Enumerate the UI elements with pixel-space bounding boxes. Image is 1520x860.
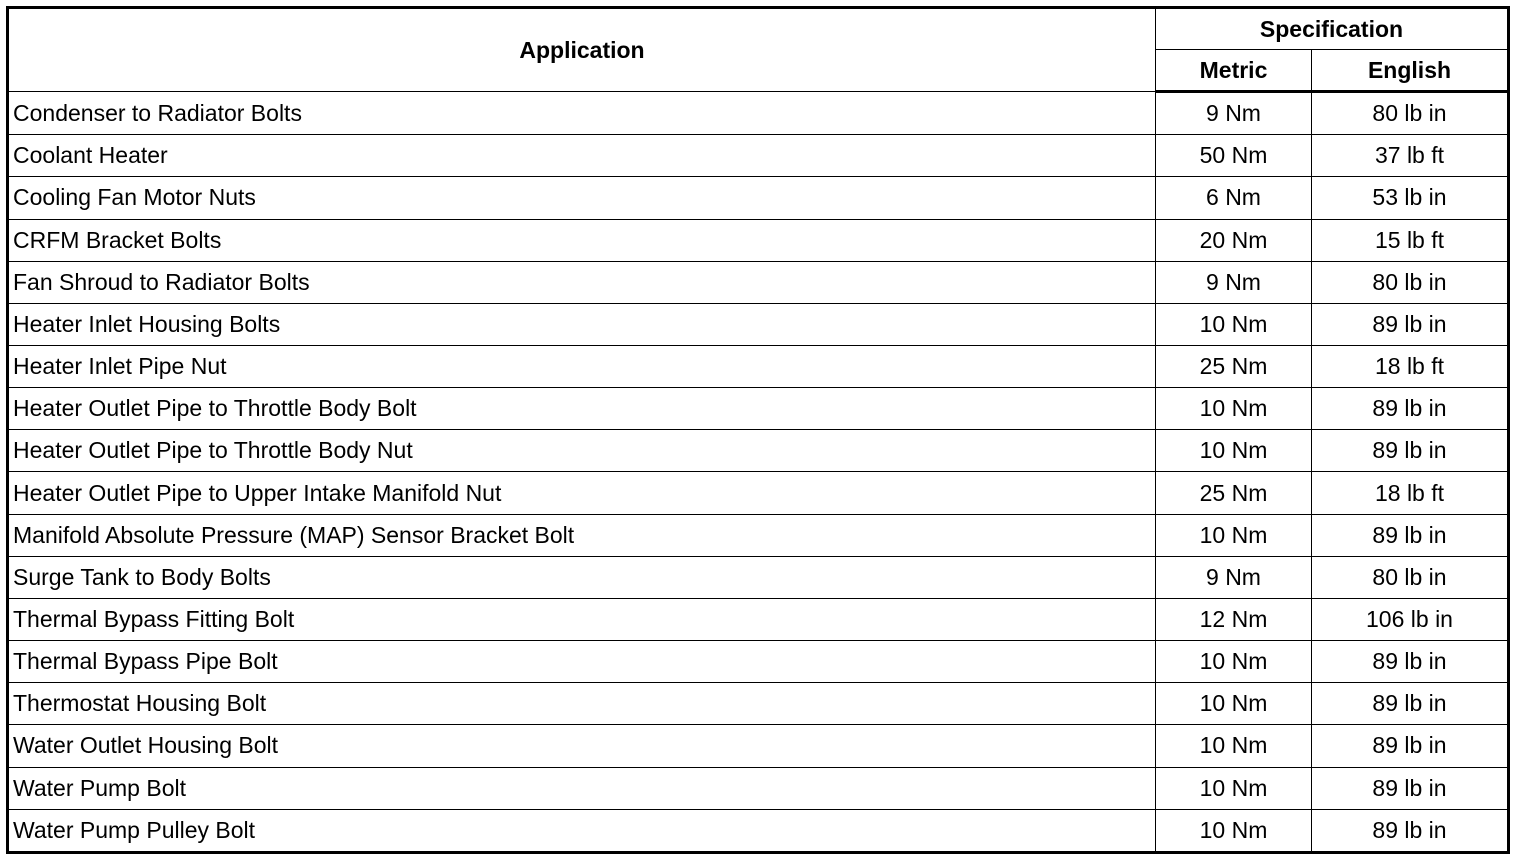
- english-cell: 89 lb in: [1312, 725, 1509, 767]
- english-cell: 89 lb in: [1312, 430, 1509, 472]
- english-cell: 106 lb in: [1312, 598, 1509, 640]
- metric-cell: 20 Nm: [1156, 219, 1312, 261]
- application-cell: Water Pump Bolt: [8, 767, 1156, 809]
- english-cell: 89 lb in: [1312, 809, 1509, 852]
- table-row: [8, 556, 1509, 598]
- application-cell: Heater Outlet Pipe to Upper Intake Manifold Nut: [8, 472, 1156, 514]
- metric-cell: 10 Nm: [1156, 683, 1312, 725]
- english-cell: 80 lb in: [1312, 92, 1509, 135]
- english-cell: 89 lb in: [1312, 641, 1509, 683]
- english-cell: 89 lb in: [1312, 514, 1509, 556]
- application-cell: Manifold Absolute Pressure (MAP) Sensor Bracket Bolt: [8, 514, 1156, 556]
- table-row: [8, 92, 1509, 135]
- table-row: [8, 177, 1509, 219]
- metric-cell: 10 Nm: [1156, 641, 1312, 683]
- metric-cell: 9 Nm: [1156, 92, 1312, 135]
- fastener-specification-table: [6, 6, 1510, 854]
- metric-column-header: Metric: [1156, 50, 1312, 92]
- table-row: [8, 345, 1509, 387]
- english-cell: 80 lb in: [1312, 261, 1509, 303]
- table-row: [8, 219, 1509, 261]
- application-column-header: Application: [8, 8, 1156, 92]
- table-body: [8, 92, 1509, 853]
- application-cell: Cooling Fan Motor Nuts: [8, 177, 1156, 219]
- english-cell: 37 lb ft: [1312, 135, 1509, 177]
- metric-cell: 50 Nm: [1156, 135, 1312, 177]
- table-header: [8, 8, 1509, 92]
- english-cell: 18 lb ft: [1312, 472, 1509, 514]
- application-cell: Thermal Bypass Pipe Bolt: [8, 641, 1156, 683]
- metric-cell: 9 Nm: [1156, 261, 1312, 303]
- table-row: [8, 725, 1509, 767]
- table-row: [8, 261, 1509, 303]
- english-cell: 53 lb in: [1312, 177, 1509, 219]
- application-cell: Heater Outlet Pipe to Throttle Body Nut: [8, 430, 1156, 472]
- header-row-top: [8, 8, 1509, 50]
- application-cell: Heater Inlet Pipe Nut: [8, 345, 1156, 387]
- metric-cell: 10 Nm: [1156, 767, 1312, 809]
- metric-cell: 10 Nm: [1156, 725, 1312, 767]
- table-row: [8, 683, 1509, 725]
- metric-cell: 9 Nm: [1156, 556, 1312, 598]
- english-cell: 15 lb ft: [1312, 219, 1509, 261]
- metric-cell: 10 Nm: [1156, 514, 1312, 556]
- english-cell: 18 lb ft: [1312, 345, 1509, 387]
- table-row: [8, 809, 1509, 852]
- english-cell: 89 lb in: [1312, 388, 1509, 430]
- application-cell: Water Pump Pulley Bolt: [8, 809, 1156, 852]
- english-cell: 89 lb in: [1312, 767, 1509, 809]
- metric-cell: 25 Nm: [1156, 472, 1312, 514]
- table-row: [8, 303, 1509, 345]
- application-cell: Heater Inlet Housing Bolts: [8, 303, 1156, 345]
- table-row: [8, 388, 1509, 430]
- application-cell: Fan Shroud to Radiator Bolts: [8, 261, 1156, 303]
- application-cell: Heater Outlet Pipe to Throttle Body Bolt: [8, 388, 1156, 430]
- metric-cell: 10 Nm: [1156, 303, 1312, 345]
- application-cell: CRFM Bracket Bolts: [8, 219, 1156, 261]
- english-cell: 89 lb in: [1312, 303, 1509, 345]
- application-cell: Coolant Heater: [8, 135, 1156, 177]
- metric-cell: 10 Nm: [1156, 809, 1312, 852]
- application-cell: Thermal Bypass Fitting Bolt: [8, 598, 1156, 640]
- metric-cell: 10 Nm: [1156, 430, 1312, 472]
- metric-cell: 12 Nm: [1156, 598, 1312, 640]
- table-row: [8, 430, 1509, 472]
- application-cell: Condenser to Radiator Bolts: [8, 92, 1156, 135]
- metric-cell: 10 Nm: [1156, 388, 1312, 430]
- application-cell: Thermostat Housing Bolt: [8, 683, 1156, 725]
- english-cell: 89 lb in: [1312, 683, 1509, 725]
- metric-cell: 25 Nm: [1156, 345, 1312, 387]
- table-row: [8, 514, 1509, 556]
- specification-group-header: Specification: [1156, 8, 1509, 50]
- english-column-header: English: [1312, 50, 1509, 92]
- metric-cell: 6 Nm: [1156, 177, 1312, 219]
- application-cell: Water Outlet Housing Bolt: [8, 725, 1156, 767]
- table-row: [8, 767, 1509, 809]
- table-row: [8, 472, 1509, 514]
- table-row: [8, 598, 1509, 640]
- application-cell: Surge Tank to Body Bolts: [8, 556, 1156, 598]
- english-cell: 80 lb in: [1312, 556, 1509, 598]
- table-row: [8, 641, 1509, 683]
- table-row: [8, 135, 1509, 177]
